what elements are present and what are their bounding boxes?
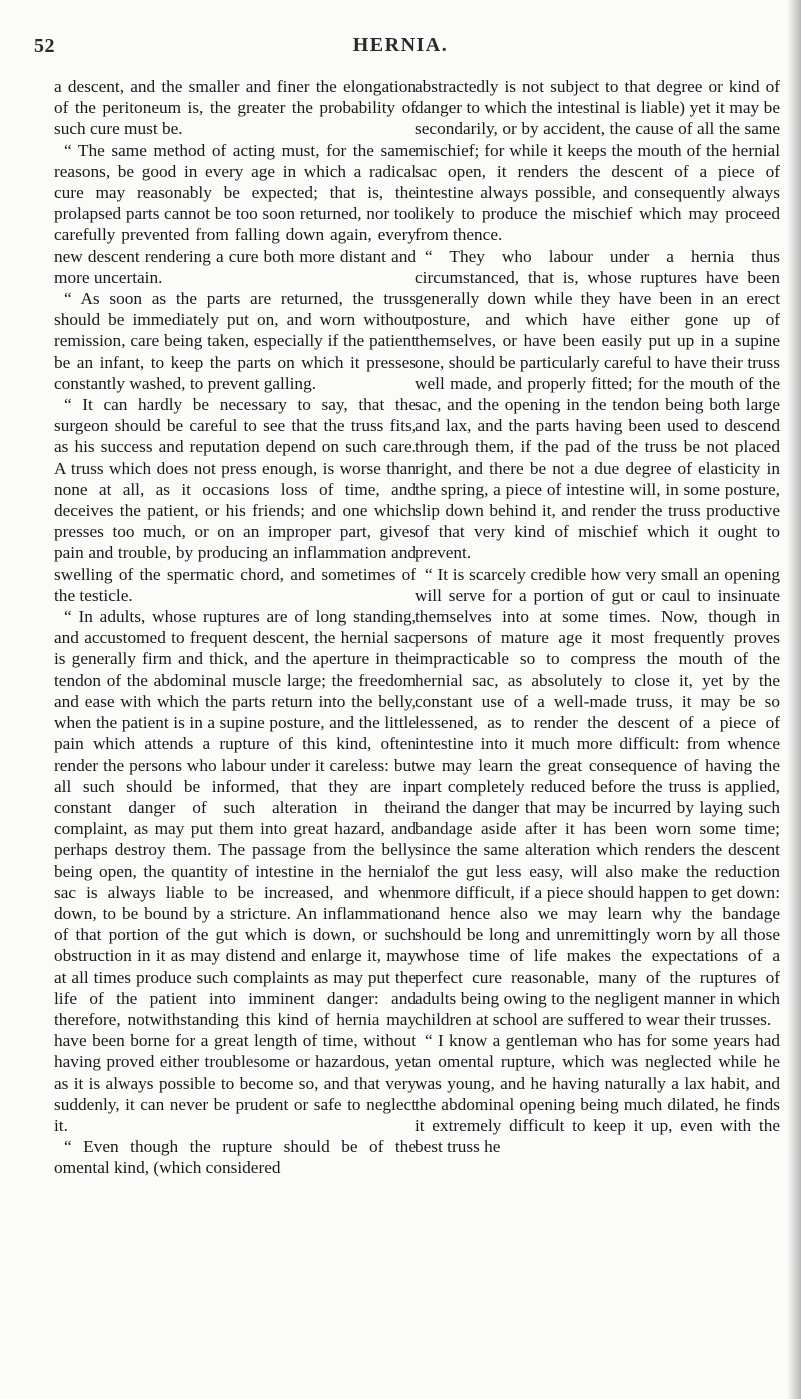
paragraph: abstractedly is not subject to that degree or kind of danger to which the intestinal is liable) yet it may be secondarily, or by accident, the cause of all the same mischief; for while it keeps the mouth of the hernial sac open, it renders the descent of a piece of intestine always possible, and consequently always likely to produce the mischief which may proceed from thence. [415,77,780,245]
paragraph: “ They who labour under a hernia thus circumstanced, that is, whose ruptures have been generally down while they have been in an erect posture, and which have either gone up of themselves, or have been easily put up in a supine one, should be particularly careful to have their truss well made, and properly fitted; for the mouth of the sac, and the opening in the tendon being both large and lax, and the parts having been used to descend through them, if the pad of the truss be not placed right, and there be not a due degree of elasticity in the spring, a piece of intestine will, in some posture, slip down behind it, and render the truss productive of that very kind of mischief which it ought to prevent. [415,246,780,563]
paragraph: “ In adults, whose ruptures are of long standing, and accustomed to frequent descent, the hernial sac is generally firm and thick, and the aperture in the tendon of the abdominal muscle large; the freedom and ease with which the parts return into the belly, when the patient is in a supine posture, and the little pain which attends a rupture of this kind, often render the persons who labour under it careless: but all such should be informed, that they are in constant danger of such alteration in their complaint, as may put them into great hazard, and perhaps destroy them. The passage from the belly being open, the quantity of intestine in the hernial sac is always liable to be increased, and when down, to be bound by a stricture. An inflammation of that portion of the gut which is down, or such obstruction in it as may distend and enlarge it, may at all times produce such complaints as may put the life of the patient into imminent danger: and therefore, notwithstanding this kind of hernia may have been borne for a great length of time, without having proved either troublesome or hazardous, yet as it is always possible to become so, and that very suddenly, it can never be prudent or safe to neglect it. [54,607,416,1135]
paragraph: “ I know a gentleman who has for some years had an omental rupture, which was neglected while he was young, and he having naturally a lax habit, and the abdominal opening being much dilated, he finds it extremely difficult to keep it up, even with the best truss he [415,1031,780,1157]
paragraph: “ It is scarcely credible how very small an opening will serve for a portion of gut or caul to insinuate themselves into at some times. Now, though in persons of mature age it most frequently proves impracticable so to compress the mouth of the hernial sac, as absolutely to close it, yet by the constant use of a well-made truss, it may be so lessened, as to render the descent of a piece of intestine into it much more difficult: from whence we may learn the great consequence of having the part completely reduced before the truss is applied, and the danger that may be incurred by laying such bandage aside after it has been worn some time; since the same alteration which renders the descent of the gut less easy, will also make the reduction more difficult, if a piece should happen to get down: and hence also we may learn why the bandage should be long and unremittingly worn by all those whose time of life makes the expectations of a perfect cure reasonable, many of the ruptures of adults being owing to the negligent manner in which children at school are suffered to wear their trusses. [415,564,780,1029]
paragraph: “ As soon as the parts are returned, the truss should be immediately put on, and worn without remission, care being taken, especially if the patient be an infant, to keep the parts on which it presses constantly washed, to prevent galling. [54,289,416,393]
page-number: 52 [34,35,55,57]
running-title: HERNIA. [352,34,449,56]
paragraph: “ The same method of acting must, for the same reasons, be good in every age in which a radical cure may reasonably be expected; that is, the prolapsed parts cannot be too soon returned, nor too carefully prevented from falling down again, every new descent rendering a cure both more distant and more uncertain. [54,140,416,287]
paragraph: a descent, and the smaller and finer the elongation of the peritoneum is, the greater the probability of such cure must be. [54,77,416,139]
paragraph: “ Even though the rupture should be of the omental kind, (which considered [54,1137,416,1178]
right-text-column [415,76,780,1157]
paragraph: “ It can hardly be necessary to say, that the surgeon should be careful to see that the truss fits, as his success and reputation depend on such care. A truss which does not press enough, is worse than none at all, as it occasions loss of time, and deceives the patient, or his friends; and one which presses too much, or on an improper part, gives pain and trouble, by producing an inflammation and swelling of the spermatic chord, and sometimes of the testicle. [54,395,416,605]
left-text-column [54,76,416,1179]
page-edge-shadow [787,0,801,1399]
